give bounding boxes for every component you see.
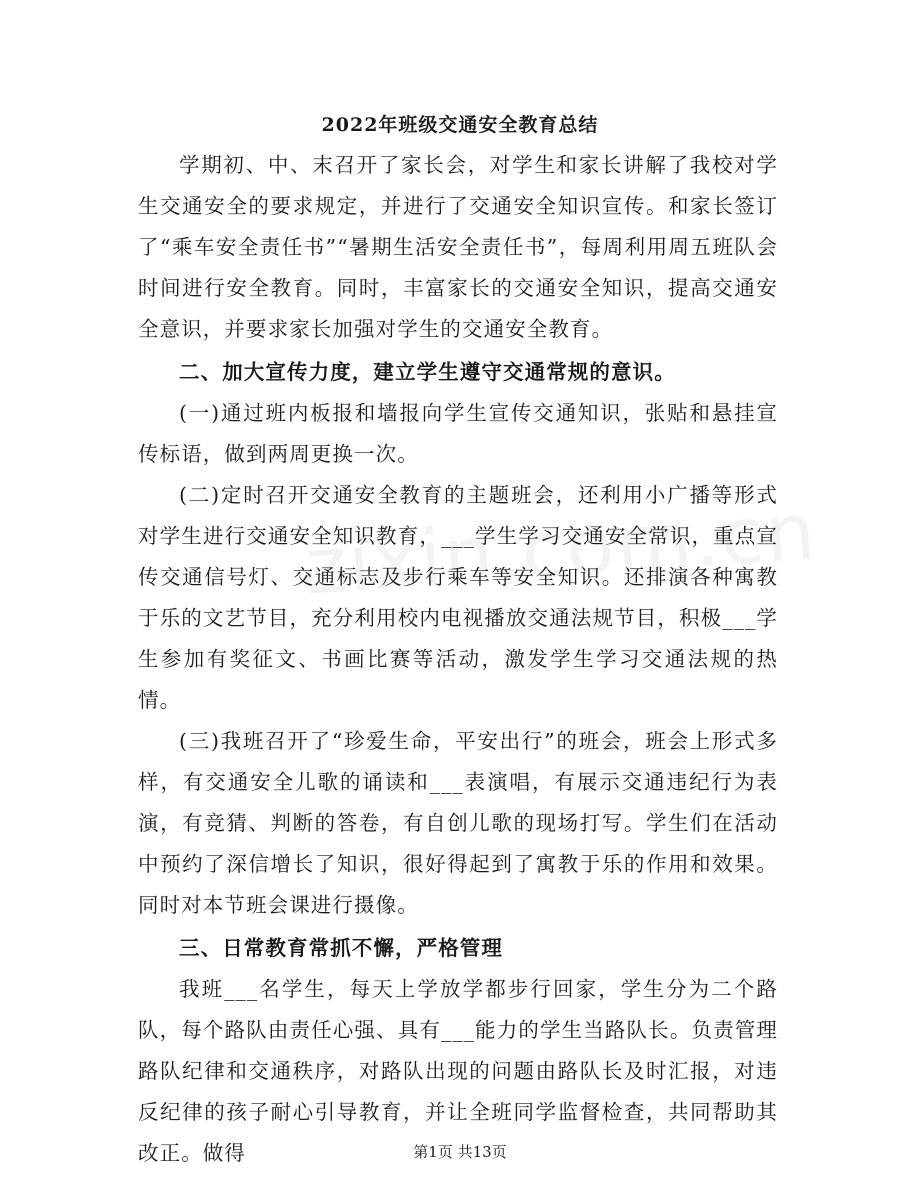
paragraph-item-3: (三)我班召开了“珍爱生命，平安出行”的班会，班会上形式多样，有交通安全儿歌的诵读和___表演唱，有展示交通违纪行为表演，有竞猜、判断的答卷，有自创儿歌的现场打写。学生们在活动中预约了深信增长了知识，很好得起到了寓教于乐的作用和效果。同时对本节班会课进行摄像。 bbox=[138, 729, 778, 917]
paragraph-section-3: 我班___名学生，每天上学放学都步行回家，学生分为二个路队，每个路队由责任心强、具有___能力的学生当路队长。负责管理路队纪律和交通秩序，对路队出现的问题由路队长及时汇报，对违反纪律的孩子耐心引导教育，并让全班同学监督检查，共同帮助其改正。做得 bbox=[138, 977, 778, 1165]
page-number-footer: 第1页 共13页 bbox=[413, 1143, 507, 1161]
paragraph-item-1: (一)通过班内板报和墙报向学生宣传交通知识，张贴和悬挂宣传标语，做到两周更换一次。 bbox=[138, 401, 778, 466]
document-title: 2022年班级交通安全教育总结 bbox=[321, 114, 599, 136]
paragraph-intro: 学期初、中、末召开了家长会，对学生和家长讲解了我校对学生交通安全的要求规定，并进行了交通安全知识宣传。和家长签订了“乘车安全责任书”“暑期生活安全责任书”，每周利用周五班队会时间进行安全教育。同时，丰富家长的交通安全知识，提高交通安全意识，并要求家长加强对学生的交通安全教育。 bbox=[138, 153, 778, 341]
section-heading-2: 二、加大宣传力度，建立学生遵守交通常规的意识。 bbox=[179, 360, 676, 384]
document-body bbox=[138, 145, 778, 1174]
paragraph-item-2: (二)定时召开交通安全教育的主题班会，还利用小广播等形式对学生进行交通安全知识教育，___学生学习交通安全常识，重点宣传交通信号灯、交通标志及步行乘车等安全知识。还排演各种寓教于乐的文艺节目，充分利用校内电视播放交通法规节目，积极___学生参加有奖征文、书画比赛等活动，激发学生学习交通法规的热情。 bbox=[138, 483, 778, 712]
section-heading-3: 三、日常教育常抓不懈，严格管理 bbox=[179, 936, 503, 960]
